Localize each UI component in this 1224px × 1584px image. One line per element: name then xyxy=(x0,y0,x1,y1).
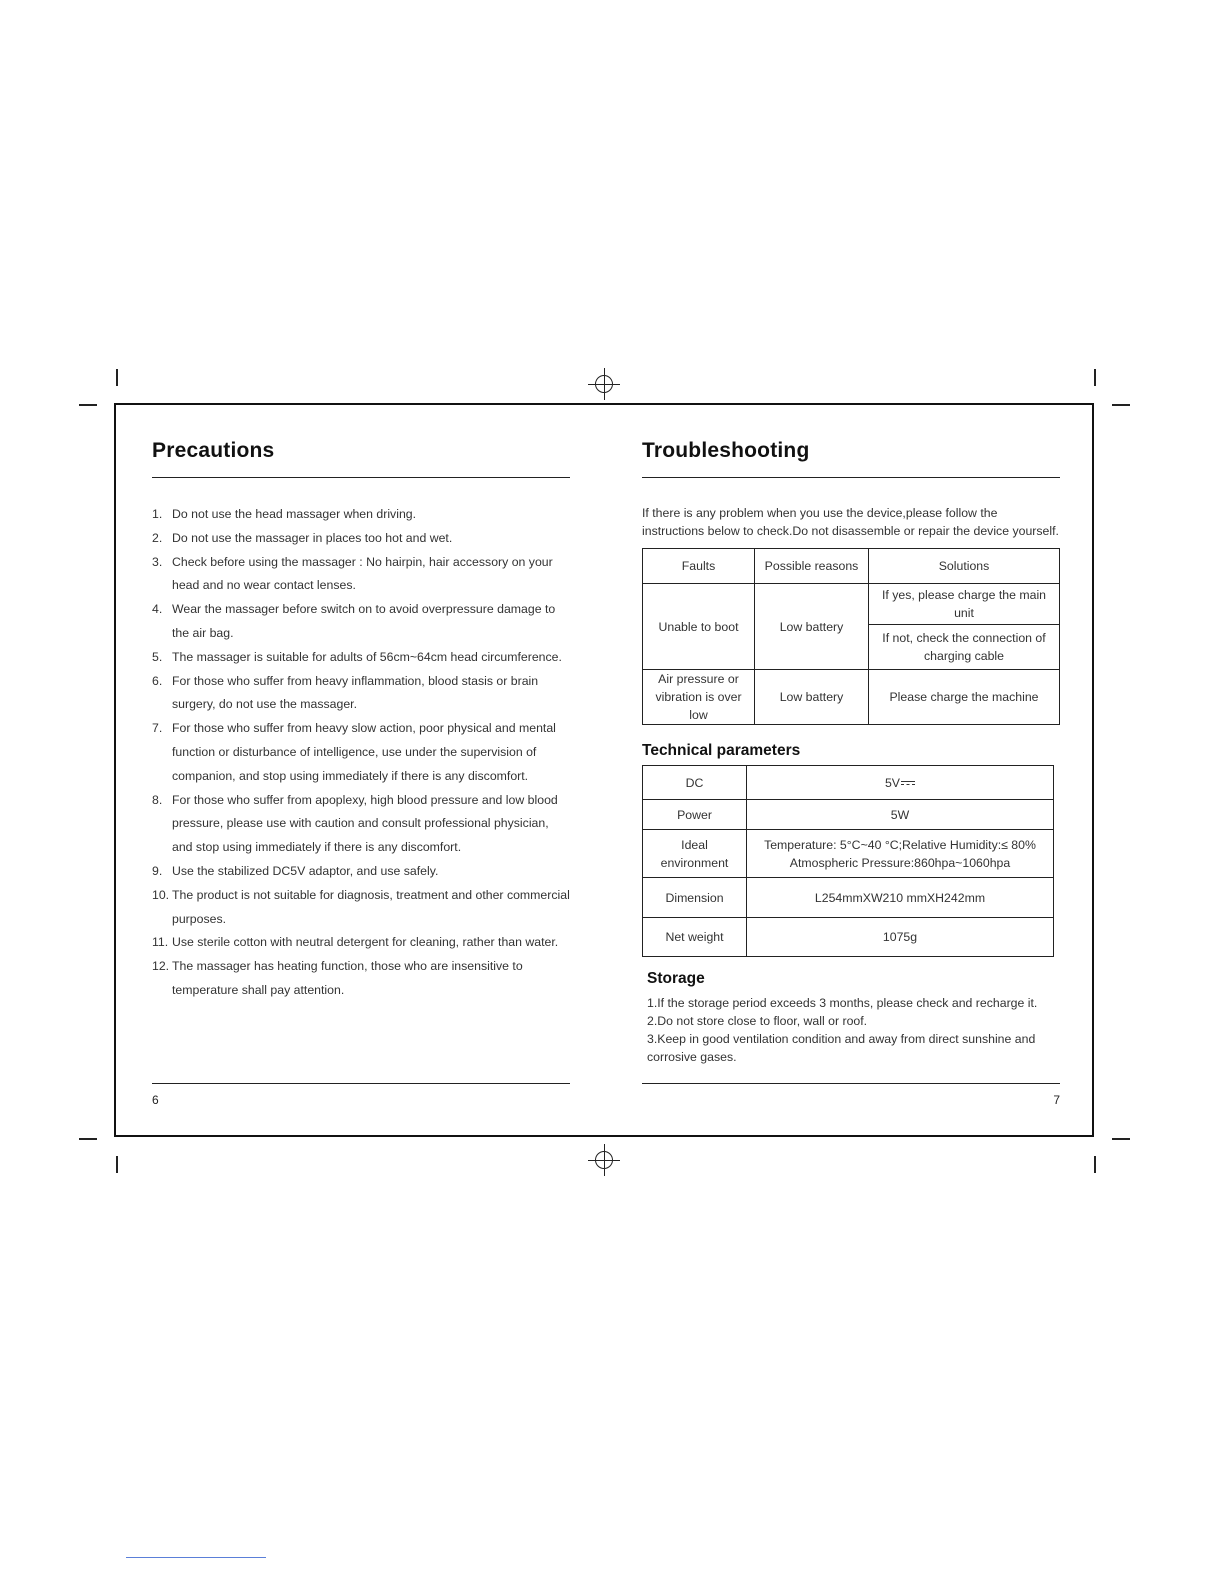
list-item: 6. For those who suffer from heavy inflammation, blood stasis or brain surgery, do not use the massager. xyxy=(152,673,539,712)
registration-mark-icon xyxy=(592,372,616,396)
crop-mark xyxy=(79,1138,97,1140)
table-cell: Power xyxy=(643,800,747,830)
list-item: 5. The massager is suitable for adults of 56cm~64cm head circumference. xyxy=(152,649,562,664)
table-cell: 1075g xyxy=(747,918,1054,957)
list-item: 8. For those who suffer from apoplexy, high blood pressure and low blood pressure, please use with caution and consult professional physician, and stop using immediately if there is any discomfort. xyxy=(152,792,558,855)
page-number: 7 xyxy=(1053,1093,1060,1107)
table-cell: Low battery xyxy=(755,584,869,670)
list-item: 12. The massager has heating function, those who are insensitive to temperature shall pay attention. xyxy=(152,959,523,997)
table-cell: Ideal environment xyxy=(643,830,747,878)
crop-mark xyxy=(116,369,118,386)
technical-table xyxy=(642,765,1054,957)
table-cell: If not, check the connection of charging cable xyxy=(869,625,1060,670)
table-cell: Dimension xyxy=(643,878,747,918)
table-row xyxy=(643,800,1054,830)
table-row xyxy=(643,830,1054,878)
table-cell: Net weight xyxy=(643,918,747,957)
table-cell: 5W xyxy=(747,800,1054,830)
table-cell: L254mmXW210 mmXH242mm xyxy=(747,878,1054,918)
list-item: 3. Check before using the massager : No hairpin, hair accessory on your head and no wear contact lenses. xyxy=(152,554,553,593)
list-item: 10. The product is not suitable for diagnosis, treatment and other commercial purposes. xyxy=(152,887,570,926)
list-item: 4. Wear the massager before switch on to avoid overpressure damage to the air bag. xyxy=(152,602,556,640)
link-underline xyxy=(126,1557,266,1558)
table-cell: Unable to boot xyxy=(643,584,755,670)
table-cell: Please charge the machine xyxy=(869,670,1060,725)
table-cell: Low battery xyxy=(755,670,869,725)
troubleshooting-title: Troubleshooting xyxy=(642,439,810,462)
list-item: 9. Use the stabilized DC5V adaptor, and use safely. xyxy=(152,863,439,878)
list-item: 2. Do not use the massager in places too hot and wet. xyxy=(152,530,453,545)
technical-parameters-heading: Technical parameters xyxy=(642,742,801,759)
precautions-title: Precautions xyxy=(152,439,275,462)
list-item: 7. For those who suffer from heavy slow action, poor physical and mental function or disturbance of intelligence, use under the supervision of companion, and stop using immediately if there is any discomfort. xyxy=(152,721,556,783)
table-cell: DC xyxy=(643,766,747,800)
list-item: 1. Do not use the head massager when driving. xyxy=(152,507,417,521)
dc-symbol-icon xyxy=(901,780,915,787)
table-cell: Temperature: 5°C~40 °C;Relative Humidity:≤ 80% Atmospheric Pressure:860hpa~1060hpa xyxy=(747,830,1054,878)
registration-mark-icon xyxy=(592,1148,616,1172)
divider xyxy=(152,1083,570,1084)
table-cell: If yes, please charge the main unit xyxy=(869,584,1060,625)
list-item: 2.Do not store close to floor, wall or roof. xyxy=(647,1014,868,1028)
table-header-row xyxy=(643,549,1060,584)
table-row xyxy=(643,878,1054,918)
table-row xyxy=(643,670,1060,725)
page-spread xyxy=(114,403,1094,1137)
divider xyxy=(642,477,1060,478)
table-cell: 5V xyxy=(747,766,1054,800)
table-header: Solutions xyxy=(869,549,1060,584)
storage-text xyxy=(647,994,1057,1066)
list-item: 1.If the storage period exceeds 3 months, please check and recharge it. xyxy=(647,996,1038,1010)
crop-mark xyxy=(1112,1138,1130,1140)
precautions-list xyxy=(152,503,570,1003)
list-item: 3.Keep in good ventilation condition and away from direct sunshine and corrosive gases. xyxy=(647,1032,1036,1064)
divider xyxy=(152,477,570,478)
table-header: Faults xyxy=(643,549,755,584)
crop-mark xyxy=(1112,404,1130,406)
page-number: 6 xyxy=(152,1093,159,1107)
crop-mark xyxy=(1094,369,1096,386)
divider xyxy=(642,1083,1060,1084)
crop-mark xyxy=(1094,1156,1096,1173)
table-header: Possible reasons xyxy=(755,549,869,584)
table-row xyxy=(643,918,1054,957)
crop-mark xyxy=(116,1156,118,1173)
faults-table xyxy=(642,548,1060,725)
storage-heading: Storage xyxy=(647,970,705,987)
table-cell: Air pressure or vibration is over low xyxy=(643,670,755,725)
table-row xyxy=(643,766,1054,800)
list-item: 11. Use sterile cotton with neutral detergent for cleaning, rather than water. xyxy=(152,935,559,950)
crop-mark xyxy=(79,404,97,406)
table-row xyxy=(643,584,1060,625)
troubleshooting-intro: If there is any problem when you use the device,please follow the instructions below to check.Do not disassemble or repair the device yourself. xyxy=(642,506,1059,538)
